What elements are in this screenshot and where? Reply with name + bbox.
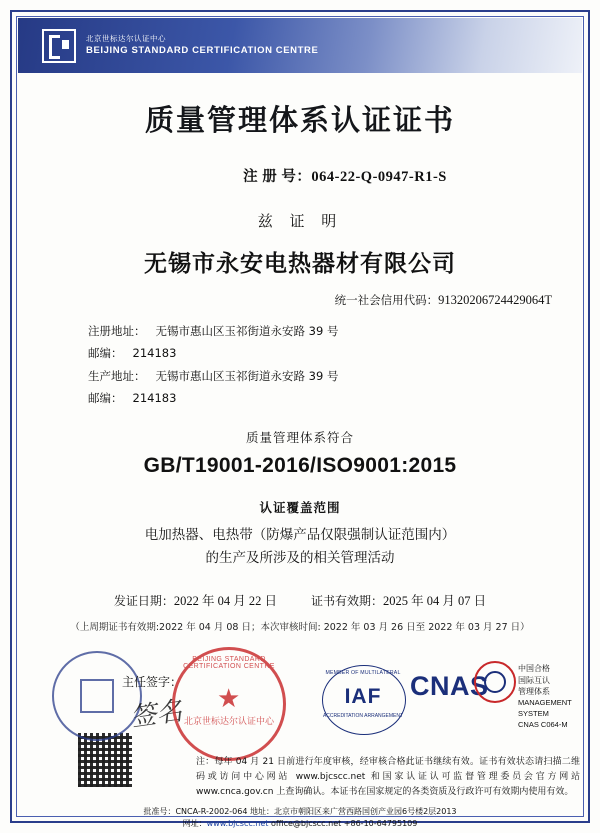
- footer-line-2: [30, 818, 570, 830]
- registration-line: [40, 165, 560, 186]
- credit-code-value: 91320206724429064T: [438, 293, 552, 307]
- iaf-wordmark: IAF: [344, 685, 382, 708]
- address-value: 214183: [132, 346, 177, 361]
- header-org-cn: 北京世标达尔认证中心: [86, 33, 166, 43]
- header-band: [18, 18, 582, 73]
- certificate-body: [40, 86, 560, 633]
- red-seal-star-icon: ★: [217, 684, 241, 713]
- header-org-en: BEIJING STANDARD CERTIFICATION CENTRE: [86, 45, 319, 57]
- cnas-line-5: CNAS C064-M: [518, 719, 568, 729]
- credit-code-line: [40, 292, 560, 308]
- scope-line: 电加热器、电热带（防爆产品仅限强制认证范围内）: [144, 526, 456, 543]
- scope-label: 认证覆盖范围: [259, 499, 341, 515]
- page-title: 质量管理体系认证证书: [144, 103, 455, 137]
- address-value: 无锡市惠山区玉祁街道永安路 39 号: [155, 324, 339, 338]
- bscc-logo-icon: [42, 29, 76, 63]
- red-seal-center-text: 北京世标达尔认证中心: [183, 717, 274, 727]
- address-value: 无锡市惠山区玉祁街道永安路 39 号: [155, 368, 339, 383]
- address-block: [40, 320, 560, 410]
- standard-value: GB/T19001-2016/ISO9001:2015: [143, 453, 457, 477]
- address-label: 注册地址：: [88, 324, 146, 338]
- footer-site-label: 网址：: [182, 819, 207, 828]
- conformity-label: 质量管理体系符合: [245, 429, 354, 445]
- address-row: [88, 320, 560, 342]
- previous-cycle-note: （上周期证书有效期:2022 年 04 月 08 日；本次审核时间: 2022 年 03 月 26 日至 2022 年 03 月 27 日）: [70, 621, 530, 633]
- credit-code-label: 统一社会信用代码：: [334, 293, 439, 307]
- registration-number: 064-22-Q-0947-R1-S: [311, 169, 447, 185]
- dates-row: [40, 591, 560, 609]
- cnas-line-1: 中国合格: [518, 664, 550, 673]
- issue-date-label: 发证日期：: [113, 593, 174, 608]
- iaf-mark-icon: [322, 659, 404, 741]
- address-label: 邮编：: [88, 391, 123, 406]
- address-row: [88, 365, 560, 387]
- scope-line: 的生产及所涉及的相关管理活动: [205, 550, 395, 567]
- address-value: 214183: [132, 391, 177, 406]
- iaf-bottom-text: ACCREDITATION ARRANGEMENT: [322, 713, 404, 719]
- cnas-line-4: MANAGEMENT SYSTEM: [518, 697, 572, 718]
- company-name: 无锡市永安电热器材有限公司: [144, 251, 456, 277]
- expiry-date-label: 证书有效期：: [311, 593, 384, 608]
- red-round-seal-icon: [172, 647, 286, 761]
- red-seal-ring-text: BEIJING STANDARD CERTIFICATION CENTRE: [183, 656, 275, 670]
- footer-site-link[interactable]: www.bjcscc.net: [206, 819, 269, 828]
- footer-phone: +86-10-64795109: [343, 819, 418, 828]
- footer-line-1: 批准号：CNCA-R-2002-064 地址：北京市朝阳区来广营西路国创产业园6号楼2层2013: [143, 807, 457, 816]
- blue-round-seal-icon: [52, 651, 142, 741]
- address-label: 邮编：: [88, 346, 123, 361]
- cnas-line-3: 管理体系: [518, 687, 550, 697]
- registration-label: 注 册 号：: [243, 169, 312, 185]
- expiry-date-value: 2025 年 04 月 07 日: [383, 593, 487, 608]
- header-org-text: [86, 34, 318, 57]
- address-label: 生产地址：: [88, 368, 146, 383]
- iaf-top-text: MEMBER OF MULTILATERAL: [325, 670, 401, 676]
- footer-bar: [30, 806, 570, 830]
- signature-label: 主任签字：: [122, 675, 183, 689]
- footnote-text: 注：每年 04 月 21 日前进行年度审核，经审核合格此证书继续有效。证书有效状态请扫描二维码或访问中心网站 www.bjcscc.net 和国家认证认可监督管理委员会官方网站 www.cnca.gov.cn 上查询确认。本证书在国家规定的各类资质及行政许可有效期内使用有效。: [196, 757, 580, 797]
- footer-email: office@bjcscc.net: [268, 819, 344, 828]
- cnas-wordmark: CNAS: [410, 671, 489, 701]
- address-row: [88, 387, 560, 409]
- cnas-text-block: [474, 663, 594, 730]
- issue-date-group: [114, 591, 277, 609]
- signature-ink: 签名: [128, 696, 185, 733]
- hereby-label: 兹 证 明: [257, 212, 343, 230]
- issue-date-value: 2022 年 04 月 22 日: [173, 593, 277, 608]
- scope-text: [40, 524, 560, 571]
- address-row: [88, 342, 560, 364]
- seals-row: [22, 645, 578, 755]
- qr-code-icon[interactable]: [78, 733, 132, 787]
- expiry-date-group: [311, 591, 486, 609]
- cnas-line-2: 国际互认: [518, 675, 550, 685]
